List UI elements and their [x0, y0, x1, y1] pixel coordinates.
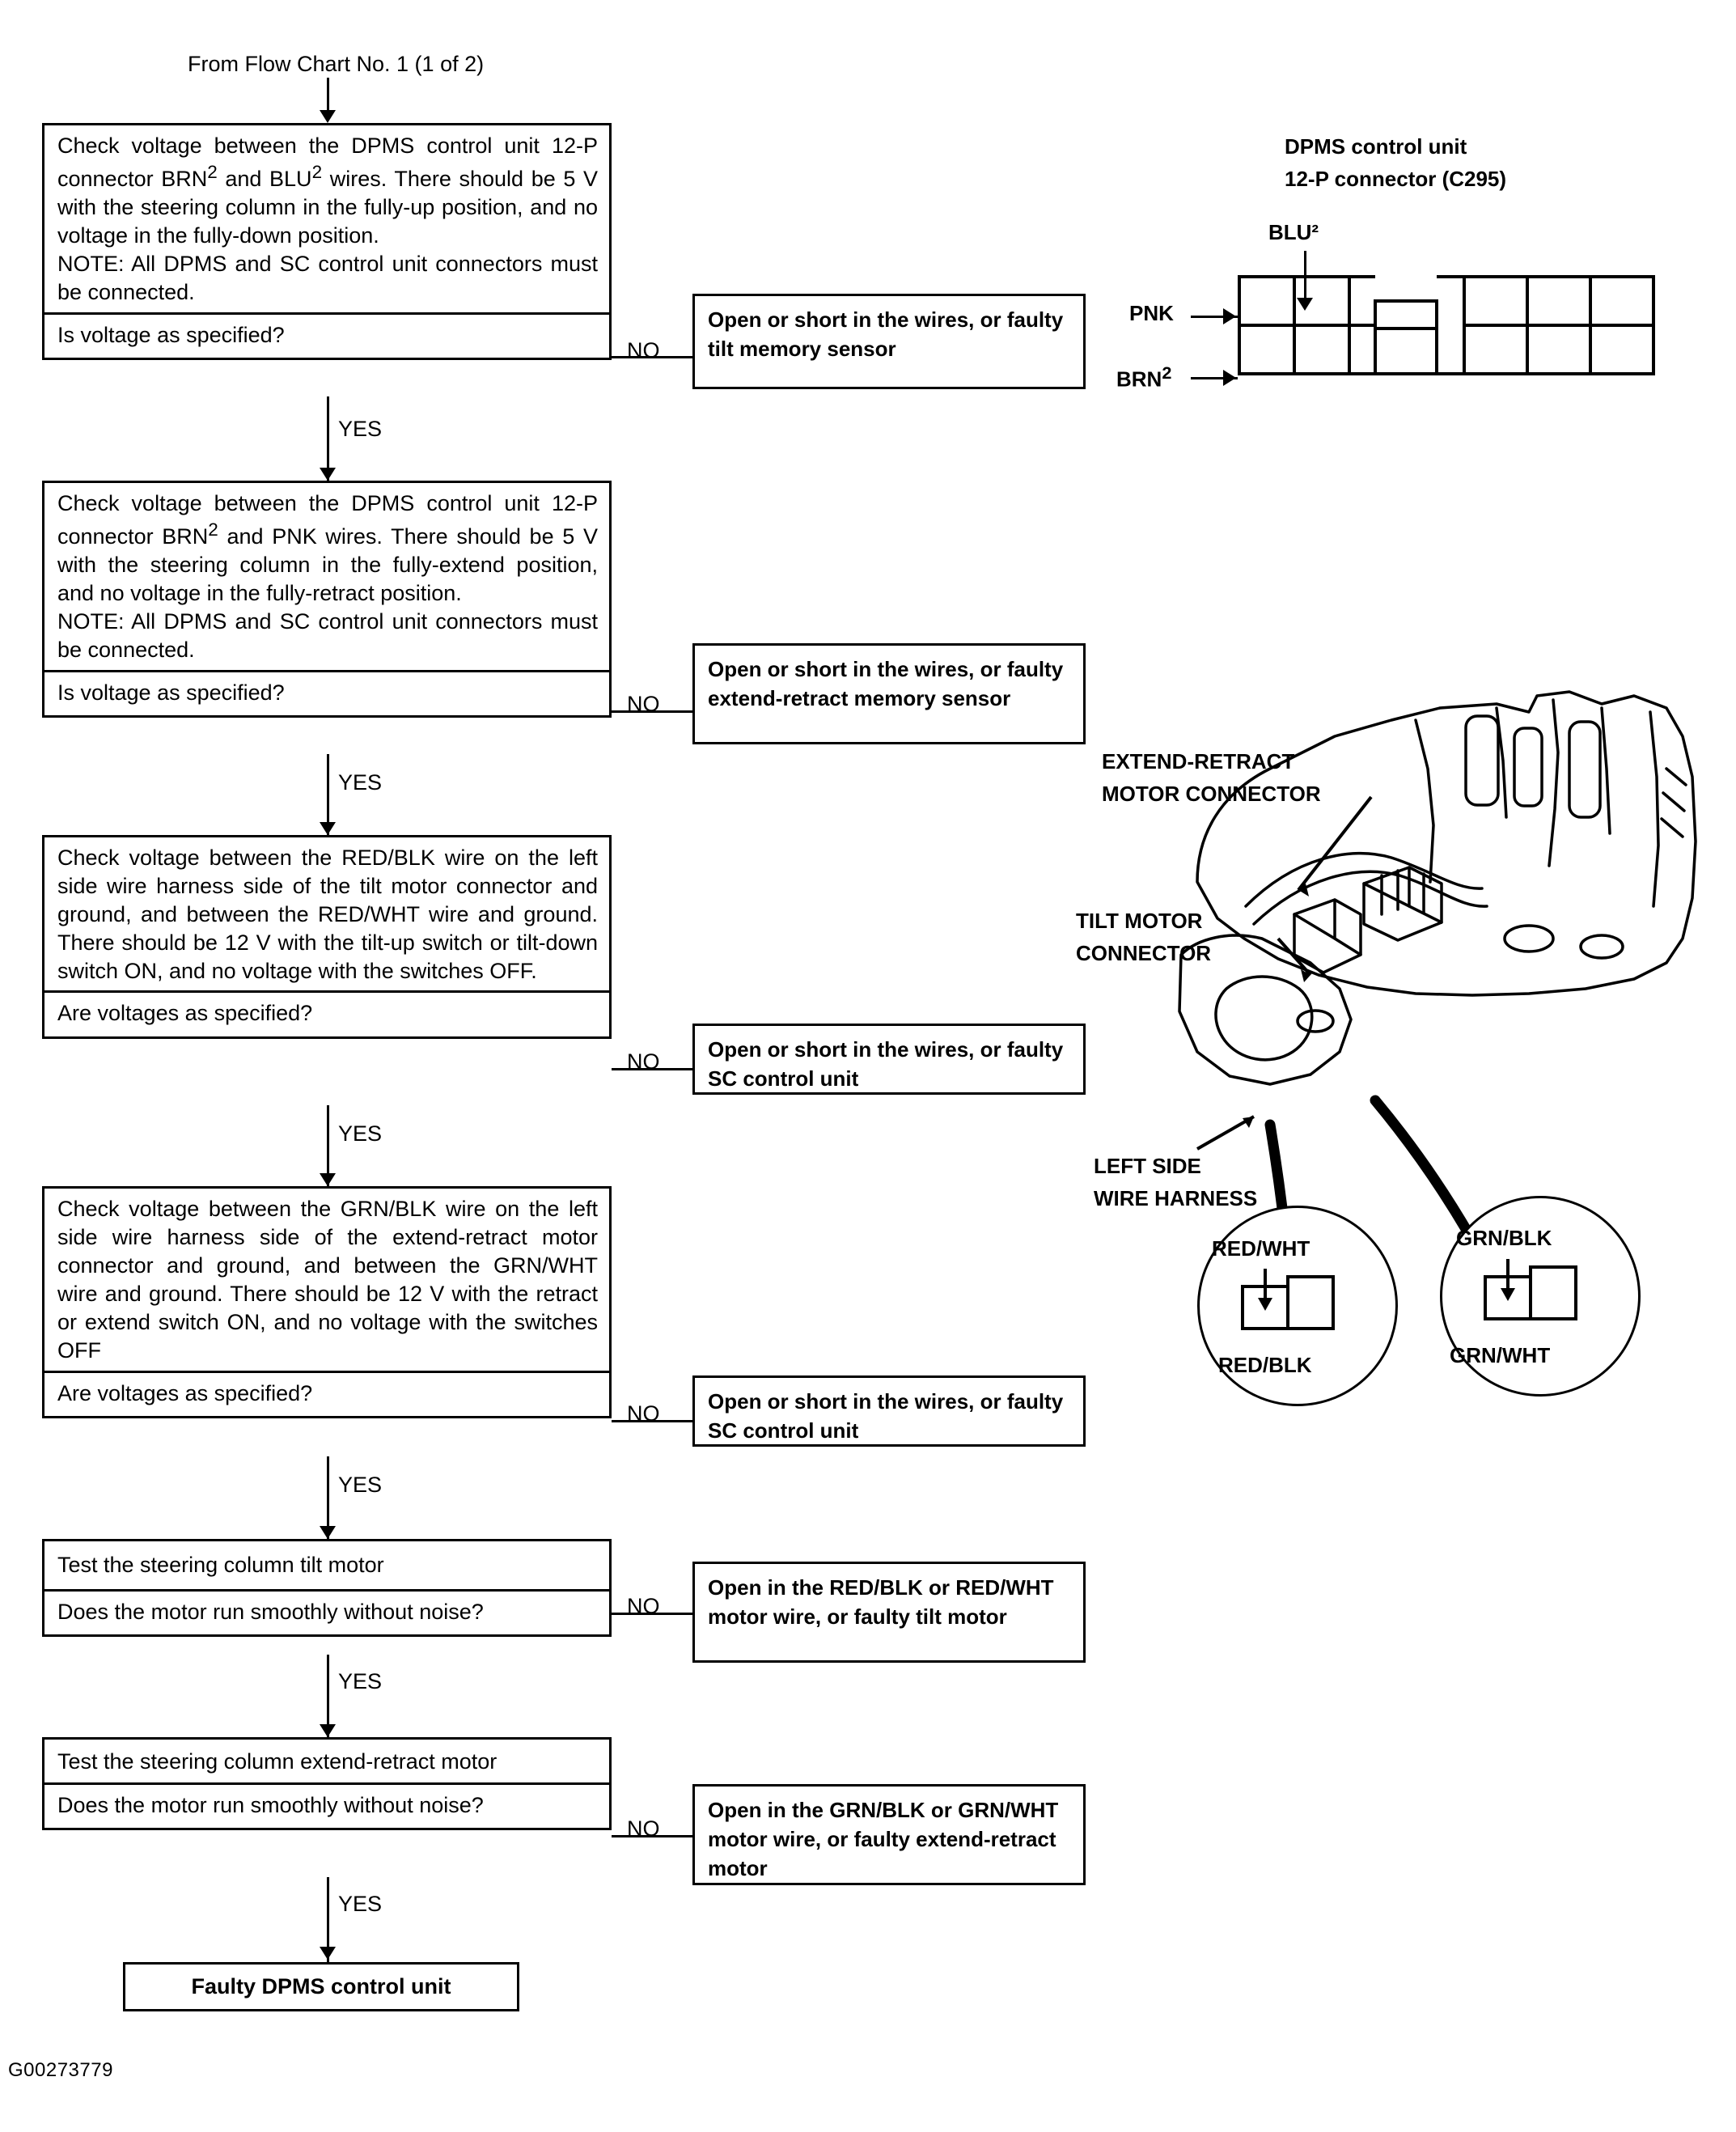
detail-right-bottom-wire-label: GRN/WHT	[1450, 1343, 1551, 1367]
step2-body: Check voltage between the DPMS control unit 12-P connector BRN$^2$ and PNK wires. There should be 5 V with the steering column in the fully-extend position, and no voltage in the fully-retract position. NOTE: All DPMS and SC control unit connectors must be connected.	[57, 491, 598, 663]
connector-pinout-drawing	[1238, 275, 1658, 413]
arrow-down-step1	[320, 468, 336, 481]
step5-box	[42, 1539, 612, 1637]
step2-no-result: Open or short in the wires, or faulty extend-retract memory sensor	[692, 643, 1086, 744]
step4-yes-label: YES	[338, 1473, 383, 1497]
detail-right-top-wire-label: GRN/BLK	[1456, 1226, 1552, 1250]
detail-left-terminal-drawing	[1238, 1269, 1367, 1350]
step1-no-label: NO	[627, 338, 660, 362]
step1-no-result: Open or short in the wires, or faulty tilt memory sensor	[692, 294, 1086, 389]
callout-extend-retract-line2: MOTOR CONNECTOR	[1102, 782, 1321, 806]
callout-tilt-line2: CONNECTOR	[1076, 941, 1212, 965]
arrow-down-top	[320, 110, 336, 123]
step2-box	[42, 481, 612, 718]
step4-no-label: NO	[627, 1401, 660, 1426]
callout-harness-line1: LEFT SIDE	[1094, 1154, 1201, 1178]
callout-tilt-line1: TILT MOTOR	[1076, 909, 1203, 933]
step3-question: Are voltages as specified?	[57, 1001, 313, 1026]
connector-title-line2: 12-P connector (C295)	[1285, 167, 1507, 191]
step1-body: Check voltage between the DPMS control unit 12-P connector BRN$^2$ and BLU$^2$ wires. There should be 5 V with the steering column in the fully-up position, and no voltage in the fully-down position. NOTE: All DPMS and SC control unit connectors must be connected.	[57, 134, 598, 305]
step4-box	[42, 1186, 612, 1418]
step2-yes-label: YES	[338, 770, 383, 795]
step6-no-result: Open in the GRN/BLK or GRN/WHT motor wire, or faulty extend-retract motor	[692, 1784, 1086, 1885]
step6-box	[42, 1737, 612, 1830]
connector-label-brn: BRN$^2$	[1116, 362, 1172, 392]
connector-title-line1: DPMS control unit	[1285, 134, 1467, 159]
step3-no-label: NO	[627, 1049, 660, 1074]
step6-body: Test the steering column extend-retract motor	[57, 1749, 498, 1774]
step5-question: Does the motor run smoothly without noise?	[57, 1600, 484, 1625]
step3-body: Check voltage between the RED/BLK wire on the left side wire harness side of the tilt motor connector and ground, and between the RED/WHT wire and ground. There should be 12 V with the tilt-up switch or tilt-down switch ON, and no voltage with the switches OFF.	[57, 846, 598, 984]
step3-yes-label: YES	[338, 1121, 383, 1146]
step6-no-label: NO	[627, 1816, 660, 1841]
step3-box	[42, 835, 612, 1039]
step4-no-result: Open or short in the wires, or faulty SC control unit	[692, 1375, 1086, 1447]
top-reference-text: From Flow Chart No. 1 (1 of 2)	[188, 52, 485, 76]
step1-yes-label: YES	[338, 417, 383, 441]
step1-question: Is voltage as specified?	[57, 322, 285, 347]
brn-arrow-icon	[1223, 370, 1236, 386]
arrow-down-step6	[320, 1947, 336, 1960]
detail-left-top-wire-label: RED/WHT	[1212, 1236, 1310, 1261]
arrow-down-step2	[320, 822, 336, 835]
step2-no-label: NO	[627, 692, 660, 716]
footer-code: G00273779	[8, 2059, 113, 2081]
step6-question: Does the motor run smoothly without noise?	[57, 1793, 484, 1818]
step1-box	[42, 123, 612, 360]
pnk-arrow-icon	[1223, 308, 1236, 324]
detail-left-bottom-wire-label: RED/BLK	[1218, 1353, 1312, 1377]
callout-harness-line2: WIRE HARNESS	[1094, 1186, 1258, 1210]
step4-body: Check voltage between the GRN/BLK wire on the left side wire harness side of the extend-retract motor connector and ground, and between the GRN/WHT wire and ground. There should be 12 V with the retract or extend switch ON, and no voltage with the switches OFF	[57, 1197, 598, 1363]
connector-label-pnk: PNK	[1129, 301, 1174, 325]
step3-no-result: Open or short in the wires, or faulty SC control unit	[692, 1024, 1086, 1095]
arrow-down-step4	[320, 1526, 336, 1539]
step6-yes-label: YES	[338, 1892, 383, 1916]
step5-no-result: Open in the RED/BLK or RED/WHT motor wire, or faulty tilt motor	[692, 1562, 1086, 1663]
step4-question: Are voltages as specified?	[57, 1380, 313, 1405]
step5-yes-label: YES	[338, 1669, 383, 1693]
arrow-down-step3	[320, 1173, 336, 1186]
callout-extend-retract-line1: EXTEND-RETRACT	[1102, 749, 1295, 774]
final-result-box: Faulty DPMS control unit	[123, 1962, 519, 2011]
step5-no-label: NO	[627, 1594, 660, 1618]
step2-question: Is voltage as specified?	[57, 680, 285, 705]
step5-body: Test the steering column tilt motor	[57, 1553, 384, 1577]
connector-label-blu: BLU²	[1268, 220, 1319, 244]
arrow-down-step5	[320, 1724, 336, 1737]
detail-right-terminal-drawing	[1480, 1259, 1610, 1340]
